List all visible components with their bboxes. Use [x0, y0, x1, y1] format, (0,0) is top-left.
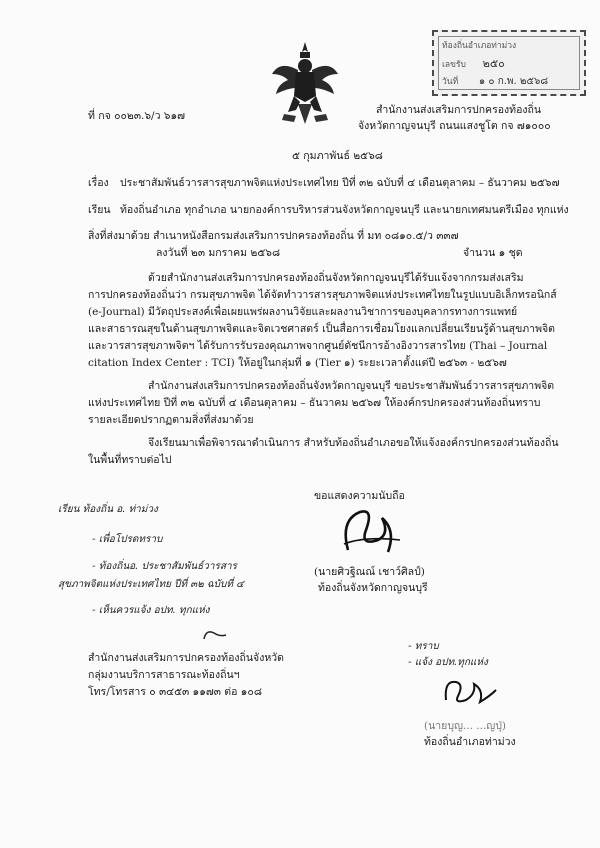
recipient-text: ท้องถิ่นอำเภอ ทุกอำเภอ นายกองค์การบริหารส่วนจังหวัดกาญจนบุรี และนายกเทศมนตรีเมือง ทุกแห่ง [120, 204, 569, 216]
handwritten-to: เรียน ท้องถิ่น อ. ท่าม่วง [58, 504, 158, 515]
garuda-emblem-icon [270, 40, 340, 126]
enclosure-quantity: จำนวน ๑ ชุด [463, 247, 523, 259]
body-p3-line2: ในพื้นที่ทราบต่อไป [88, 454, 172, 466]
stamp-number-row [442, 54, 505, 72]
signatory-position: ท้องถิ่นจังหวัดกาญจนบุรี [318, 582, 428, 594]
document-date: ๕ กุมภาพันธ์ ๒๕๖๘ [292, 150, 383, 162]
enclosure-line2: ลงวันที่ ๒๓ มกราคม ๒๕๖๘ [156, 247, 281, 259]
receive-stamp [432, 30, 586, 96]
handwritten-item2a: - ท้องถิ่นอ. ประชาสัมพันธ์วารสาร [92, 561, 237, 572]
sender-org-line1: สำนักงานส่งเสริมการปกครองท้องถิ่น [376, 104, 542, 116]
body-p2-line1: สำนักงานส่งเสริมการปกครองท้องถิ่นจังหวัดกาญจนบุรี ขอประชาสัมพันธ์วารสารสุขภาพจิต [148, 380, 555, 392]
stamp-date-label: วันที่ [442, 77, 459, 87]
handwritten-item1: - เพื่อโปรดทราบ [92, 534, 163, 545]
body-p1-line5: และวารสารสุขภาพจิตฯ ได้รับการรับรองคุณภาพจากศูนย์ดัชนีการอ้างอิงวารสารไทย (Thai – Journal [88, 340, 548, 352]
recipient-label: เรียน [88, 204, 111, 216]
body-p1-line1: ด้วยสำนักงานส่งเสริมการปกครองท้องถิ่นจังหวัดกาญจนบุรีได้รับแจ้งจากกรมส่งเสริม [148, 272, 524, 284]
body-p1-line3: (e-Journal) มีวัตถุประสงค์เพื่อเผยแพร่ผลงานวิจัยและผลงานวิชาการของบุคลากรทางการแพทย์ [88, 306, 518, 318]
body-p2-line3: รายละเอียดปรากฏตามสิ่งที่ส่งมาด้วย [88, 414, 254, 426]
stamp-date-row [442, 74, 548, 89]
handwritten-item3: - เห็นควรแจ้ง อปท. ทุกแห่ง [92, 605, 210, 616]
handwritten-item2b: สุขภาพจิตแห่งประเทศไทย ปีที่ ๓๒ ฉบับที่ ๔ [58, 579, 244, 590]
stamp-number-value: ๒๕๐ [482, 57, 505, 70]
director-signature-icon [330, 500, 410, 560]
signoff-name: (นายบุญ... ...ญปุ่) [424, 720, 507, 732]
footer-office: สำนักงานส่งเสริมการปกครองท้องถิ่นจังหวัด [88, 652, 284, 664]
handwritten-right1: - ทราบ [408, 641, 439, 652]
footer-division: กลุ่มงานบริการสาธารณะท้องถิ่นฯ [88, 669, 240, 681]
body-p1-line4: และสาธารณสุขในด้านสุขภาพจิตและจิตเวชศาสตร์ เป็นสื่อการเชื่อมโยงแลกเปลี่ยนเรียนรู้ด้านสุขภาพจิต [88, 323, 555, 335]
document-number: ที่ กจ ๐๐๒๓.๖/ว ๖๑๗ [88, 110, 186, 122]
signatory-name: (นายศิวฐิณณ์ เชาว์ศิลป์) [314, 566, 425, 578]
subject-label: เรื่อง [88, 177, 109, 189]
body-p3-line1: จึงเรียนมาเพื่อพิจารณาดำเนินการ สำหรับท้องถิ่นอำเภอขอให้แจ้งองค์กรปกครองส่วนท้องถิ่น [148, 437, 559, 449]
enclosure-line1: สิ่งที่ส่งมาด้วย สำเนาหนังสือกรมส่งเสริมการปกครองท้องถิ่น ที่ มท ๐๘๑๐.๕/ว ๓๓๗ [88, 230, 459, 242]
initial-mark-icon [200, 625, 230, 645]
stamp-number-label: เลขรับ [442, 60, 466, 70]
signoff-position: ท้องถิ่นอำเภอท่าม่วง [424, 736, 516, 748]
subject-text: ประชาสัมพันธ์วารสารสุขภาพจิตแห่งประเทศไทย ปีที่ ๓๒ ฉบับที่ ๔ เดือนตุลาคม – ธันวาคม ๒๕๖๗ [120, 177, 560, 189]
footer-phone: โทร/โทรสาร ๐ ๓๔๕๓ ๑๑๗๓ ต่อ ๑๐๘ [88, 686, 262, 698]
body-p1-line6: citation Index Center : TCI) ให้อยู่ในกลุ่มที่ ๑ (Tier ๑) ระยะเวลาตั้งแต่ปี ๒๕๖๓ - ๒๕๖๗ [88, 357, 507, 369]
handwritten-right2: - แจ้ง อปท.ทุกแห่ง [408, 657, 488, 668]
stamp-date-value: ๑ ๐ ก.พ. ๒๕๖๘ [478, 76, 549, 87]
stamp-office: ท้องถิ่นอำเภอท่าม่วง [442, 41, 517, 51]
body-p1-line2: การปกครองท้องถิ่นว่า กรมสุขภาพจิต ได้จัดทำวารสารสุขภาพจิตแห่งประเทศไทยในรูปแบบอิเล็กทรอนิกส์ [88, 289, 557, 301]
body-p2-line2: แห่งประเทศไทย ปีที่ ๓๒ ฉบับที่ ๔ เดือนตุลาคม – ธันวาคม ๒๕๖๗ ให้องค์กรปกครองส่วนท้องถิ่นทราบ [88, 397, 541, 409]
approval-signature-icon [440, 670, 500, 710]
closing-regards: ขอแสดงความนับถือ [314, 490, 405, 502]
sender-org-line2: จังหวัดกาญจนบุรี ถนนแสงชูโต กจ ๗๑๐๐๐ [358, 120, 551, 132]
